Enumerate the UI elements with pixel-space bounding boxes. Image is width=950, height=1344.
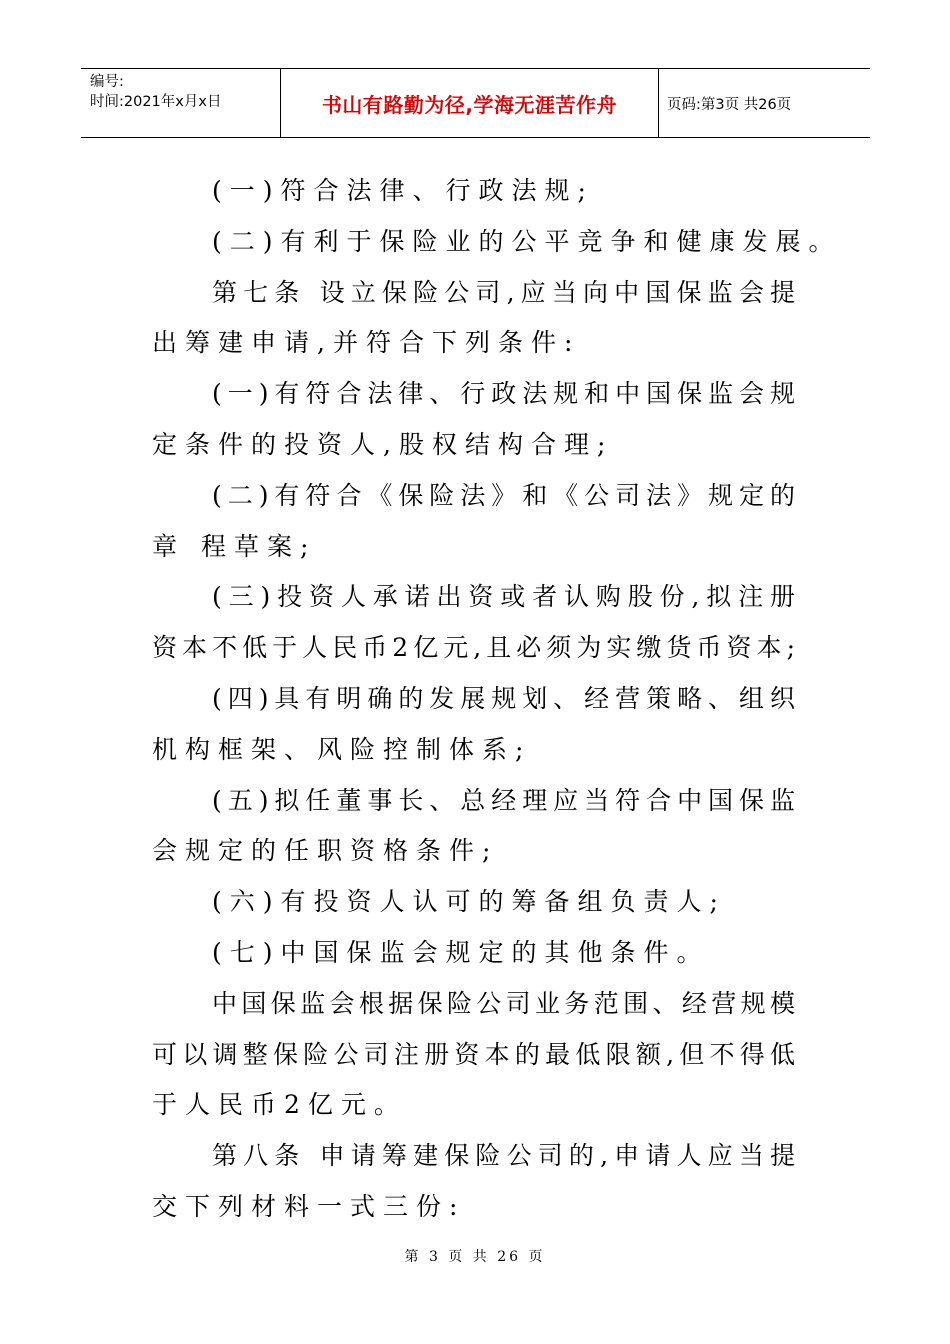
document-body — [152, 166, 842, 1233]
body-line: (四)具有明确的发展规划、经营策略、组织 — [212, 683, 795, 713]
body-line: 章 程草案; — [152, 531, 317, 561]
document-number-label: 编号: — [90, 74, 124, 90]
body-line: 资本不低于人民币2亿元,且必须为实缴货币资本; — [152, 633, 795, 663]
body-line: (五)拟任董事长、总经理应当符合中国保监 — [212, 785, 795, 815]
body-line: 交下列材料一式三份: — [152, 1191, 466, 1221]
article-seven-line: 第七条 设立保险公司,应当向中国保监会提 — [212, 277, 795, 307]
body-line: (六)有投资人认可的筹备组负责人; — [212, 887, 726, 917]
body-line: 可以调整保险公司注册资本的最低限额,但不得低 — [152, 1039, 795, 1069]
article-eight-line: 第八条 申请筹建保险公司的,申请人应当提 — [212, 1141, 795, 1171]
body-line: 定条件的投资人,股权结构合理; — [152, 429, 614, 459]
page-footer: 第 3 页 共 26 页 — [404, 1249, 546, 1265]
body-line: 出筹建申请,并符合下列条件: — [152, 328, 581, 358]
header-motto: 书山有路勤为径,学海无涯苦作舟 — [281, 69, 659, 137]
body-line: 机构框架、风险控制体系; — [152, 734, 532, 764]
body-line: (三)投资人承诺出资或者认购股份,拟注册 — [212, 582, 795, 612]
document-time-label: 时间:2021年x月x日 — [90, 94, 222, 110]
body-line: (一)有符合法律、行政法规和中国保监会规 — [212, 379, 795, 409]
header-page-info: 页码:第3页 共26页 — [667, 96, 792, 113]
body-line: (七)中国保监会规定的其他条件。 — [212, 937, 710, 967]
body-line: 会规定的任职资格条件; — [152, 836, 499, 866]
body-line: (二)有符合《保险法》和《公司法》规定的 — [212, 480, 795, 510]
body-line: 于人民币2亿元。 — [152, 1090, 407, 1120]
body-line: (一)符合法律、行政法规; — [212, 176, 594, 205]
page-header — [81, 68, 870, 138]
body-line: (二)有利于保险业的公平竞争和健康发展。 — [212, 226, 842, 256]
header-left-cell — [81, 69, 281, 137]
body-line: 中国保监会根据保险公司业务范围、经营规模 — [212, 988, 795, 1018]
